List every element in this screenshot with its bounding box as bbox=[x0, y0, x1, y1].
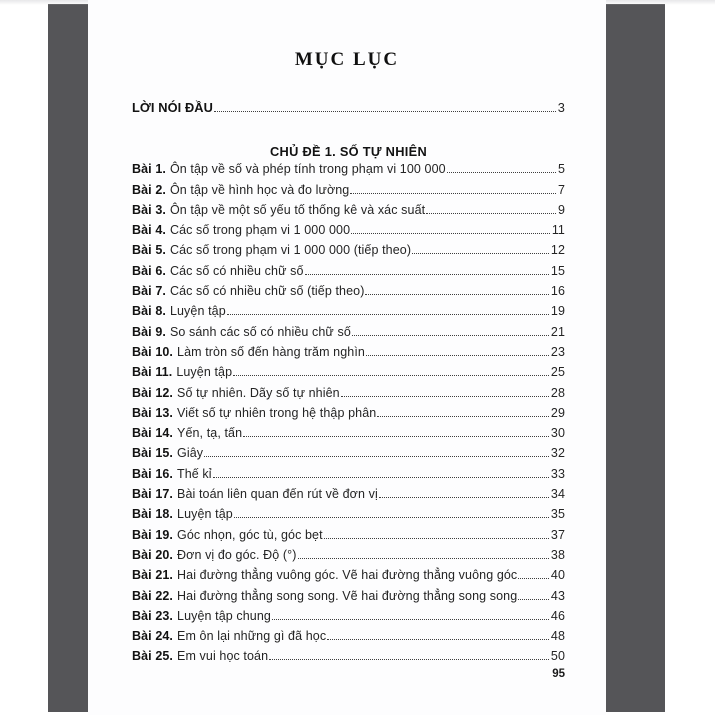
toc-entry-title: Luyện tập bbox=[169, 304, 226, 319]
toc-entry-title: Luyện tập chung bbox=[177, 608, 271, 623]
toc-entry-label: Bài 22. bbox=[132, 588, 174, 603]
toc-preface-row bbox=[132, 100, 565, 120]
toc-entry-title: Đơn vị đo góc. Độ (°) bbox=[177, 547, 297, 562]
toc-entry-label: Bài 11. bbox=[132, 365, 173, 380]
toc-entry-page: 12 bbox=[550, 243, 565, 258]
toc-entry-page: 50 bbox=[550, 649, 565, 664]
toc-leader-dots bbox=[227, 311, 549, 315]
toc-entry bbox=[132, 426, 565, 446]
toc-entry bbox=[132, 223, 565, 243]
toc-entry-label: Bài 20. bbox=[132, 547, 174, 562]
toc-entry-title: Ôn tập về số và phép tính trong phạm vi 100 000 bbox=[169, 162, 446, 177]
toc-entry-page: 38 bbox=[550, 547, 565, 562]
toc-entry-page: 21 bbox=[550, 324, 565, 339]
toc-entry-title: Viết số tự nhiên trong hệ thập phân bbox=[177, 405, 377, 420]
toc-leader-dots bbox=[305, 271, 549, 275]
toc-entry bbox=[132, 406, 565, 426]
toc-entry-page: 48 bbox=[550, 629, 565, 644]
toc-preface-page: 3 bbox=[557, 100, 565, 115]
toc-entry-label: Bài 24. bbox=[132, 629, 174, 644]
toc-entry-label: Bài 8. bbox=[132, 304, 166, 319]
toc-leader-dots bbox=[447, 169, 556, 173]
toc-entry-title: Các số có nhiều chữ số (tiếp theo) bbox=[169, 284, 365, 299]
document-page bbox=[88, 0, 606, 715]
toc-entry-title: Ôn tập về một số yếu tố thống kê và xác suất bbox=[169, 202, 426, 217]
toc-entry-label: Bài 4. bbox=[132, 223, 166, 238]
toc-entry-page: 34 bbox=[550, 487, 565, 502]
toc-entry bbox=[132, 548, 565, 568]
toc-entry-title: Số tự nhiên. Dãy số tự nhiên bbox=[177, 385, 340, 400]
toc-entry-page: 32 bbox=[550, 446, 565, 461]
toc-entry-page: 43 bbox=[550, 588, 565, 603]
right-gutter-bar bbox=[606, 4, 665, 712]
toc-entry-label: Bài 7. bbox=[132, 284, 166, 299]
toc-entry-label: Bài 21. bbox=[132, 568, 174, 583]
toc-leader-dots bbox=[426, 210, 556, 214]
toc-entry bbox=[132, 243, 565, 263]
toc-leader-dots bbox=[214, 108, 556, 112]
toc-entry-label: Bài 25. bbox=[132, 649, 174, 664]
toc-leader-dots bbox=[352, 332, 549, 336]
toc-entry-label: Bài 12. bbox=[132, 385, 174, 400]
toc-leader-dots bbox=[213, 474, 549, 478]
toc-entry-title: Em vui học toán bbox=[177, 649, 269, 664]
toc-leader-dots bbox=[243, 433, 549, 437]
toc-leader-dots bbox=[350, 190, 556, 194]
toc-entry-title: Hai đường thẳng vuông góc. Vẽ hai đường thẳng vuông góc bbox=[177, 568, 518, 583]
toc-entry-page: 5 bbox=[557, 162, 565, 177]
toc-leader-dots bbox=[365, 291, 548, 295]
toc-entry-title: Các số có nhiều chữ số bbox=[169, 263, 304, 278]
toc-entry bbox=[132, 365, 565, 385]
toc-leader-dots bbox=[269, 656, 549, 660]
toc-entry bbox=[132, 487, 565, 507]
toc-entry-title: Luyện tập bbox=[176, 365, 233, 380]
toc-entry-title: Luyện tập bbox=[177, 507, 233, 522]
toc-entry-page: 19 bbox=[550, 304, 565, 319]
toc-chapter-heading: CHỦ ĐỀ 1. SỐ TỰ NHIÊN bbox=[270, 144, 427, 160]
toc-entry-label: Bài 19. bbox=[132, 527, 174, 542]
toc-leader-dots bbox=[341, 393, 549, 397]
toc-leader-dots bbox=[324, 535, 549, 539]
toc-entry-page: 35 bbox=[550, 507, 565, 522]
toc-entry-page: 25 bbox=[550, 365, 565, 380]
toc-entry-label: Bài 16. bbox=[132, 466, 174, 481]
toc-leader-dots bbox=[366, 352, 549, 356]
toc-entry-label: Bài 6. bbox=[132, 263, 166, 278]
toc-entry-page: 37 bbox=[550, 527, 565, 542]
toc-entry-page: 28 bbox=[550, 385, 565, 400]
toc-entry bbox=[132, 589, 565, 609]
toc-entry-label: Bài 1. bbox=[132, 162, 166, 177]
toc-leader-dots bbox=[377, 413, 549, 417]
toc-entry-page: 40 bbox=[550, 568, 565, 583]
toc-entry bbox=[132, 162, 565, 182]
toc-entry-title: Yến, tạ, tấn bbox=[177, 426, 243, 441]
toc-entry-list bbox=[132, 162, 565, 669]
toc-entry bbox=[132, 528, 565, 548]
toc-entry bbox=[132, 507, 565, 527]
toc-entry-label: Bài 3. bbox=[132, 202, 166, 217]
toc-leader-dots bbox=[272, 616, 549, 620]
toc-entry bbox=[132, 467, 565, 487]
toc-entry bbox=[132, 629, 565, 649]
toc-entry bbox=[132, 183, 565, 203]
toc-entry-page: 16 bbox=[550, 284, 565, 299]
toc-entry-title: Góc nhọn, góc tù, góc bẹt bbox=[177, 527, 323, 542]
toc-entry-label: Bài 2. bbox=[132, 182, 166, 197]
toc-leader-dots bbox=[379, 494, 549, 498]
toc-entry-page: 30 bbox=[550, 426, 565, 441]
toc-entry-title: Làm tròn số đến hàng trăm nghìn bbox=[177, 344, 365, 359]
toc-entry bbox=[132, 568, 565, 588]
toc-entry bbox=[132, 325, 565, 345]
toc-entry-page: 29 bbox=[550, 405, 565, 420]
toc-entry-label: Bài 17. bbox=[132, 487, 174, 502]
toc-entry-title: Giây bbox=[177, 446, 204, 461]
toc-entry-page: 46 bbox=[550, 608, 565, 623]
toc-entry bbox=[132, 609, 565, 629]
toc-entry bbox=[132, 345, 565, 365]
toc-entry-title: Bài toán liên quan đến rút về đơn vị bbox=[177, 487, 378, 502]
toc-entry-title: Hai đường thẳng song song. Vẽ hai đường thẳng song song bbox=[177, 588, 518, 603]
toc-entry-label: Bài 9. bbox=[132, 324, 166, 339]
toc-entry bbox=[132, 446, 565, 466]
toc-leader-dots bbox=[204, 453, 549, 457]
toc-entry-label: Bài 5. bbox=[132, 243, 166, 258]
toc-entry bbox=[132, 649, 565, 669]
toc-entry-page: 7 bbox=[557, 182, 565, 197]
toc-entry-title: Các số trong phạm vi 1 000 000 (tiếp theo) bbox=[169, 243, 412, 258]
toc-leader-dots bbox=[518, 575, 549, 579]
toc-entry-label: Bài 14. bbox=[132, 426, 174, 441]
toc-leader-dots bbox=[327, 636, 549, 640]
toc-entry-page: 11 bbox=[551, 223, 565, 238]
toc-entry-label: Bài 10. bbox=[132, 344, 174, 359]
toc-entry bbox=[132, 264, 565, 284]
toc-entry-label: Bài 15. bbox=[132, 446, 174, 461]
toc-entry-title: Các số trong phạm vi 1 000 000 bbox=[169, 223, 351, 238]
toc-entry-page: 23 bbox=[550, 344, 565, 359]
toc-entry-page: 9 bbox=[557, 202, 565, 217]
toc-entry bbox=[132, 304, 565, 324]
toc-entry bbox=[132, 386, 565, 406]
table-of-contents bbox=[132, 100, 565, 670]
toc-leader-dots bbox=[351, 230, 550, 234]
toc-entry bbox=[132, 284, 565, 304]
toc-entry-label: Bài 18. bbox=[132, 507, 174, 522]
toc-entry-title: So sánh các số có nhiều chữ số bbox=[169, 324, 351, 339]
toc-entry-label: Bài 23. bbox=[132, 608, 174, 623]
toc-entry-title: Thế kỉ bbox=[177, 466, 212, 481]
toc-preface-label: LỜI NÓI ĐẦU bbox=[132, 100, 213, 115]
toc-leader-dots bbox=[233, 372, 549, 376]
toc-entry-page: 33 bbox=[550, 466, 565, 481]
toc-entry-title: Em ôn lại những gì đã học bbox=[177, 629, 327, 644]
toc-leader-dots bbox=[412, 250, 549, 254]
page-footer-number: 95 bbox=[552, 668, 565, 680]
toc-entry-page: 15 bbox=[550, 263, 565, 278]
toc-leader-dots bbox=[518, 596, 549, 600]
toc-entry bbox=[132, 203, 565, 223]
toc-entry-label: Bài 13. bbox=[132, 405, 174, 420]
toc-entry-title: Ôn tập về hình học và đo lường bbox=[169, 182, 350, 197]
page-title: MỤC LỤC bbox=[294, 49, 400, 70]
toc-leader-dots bbox=[234, 514, 549, 518]
toc-leader-dots bbox=[298, 555, 549, 559]
left-gutter-bar bbox=[48, 4, 88, 712]
